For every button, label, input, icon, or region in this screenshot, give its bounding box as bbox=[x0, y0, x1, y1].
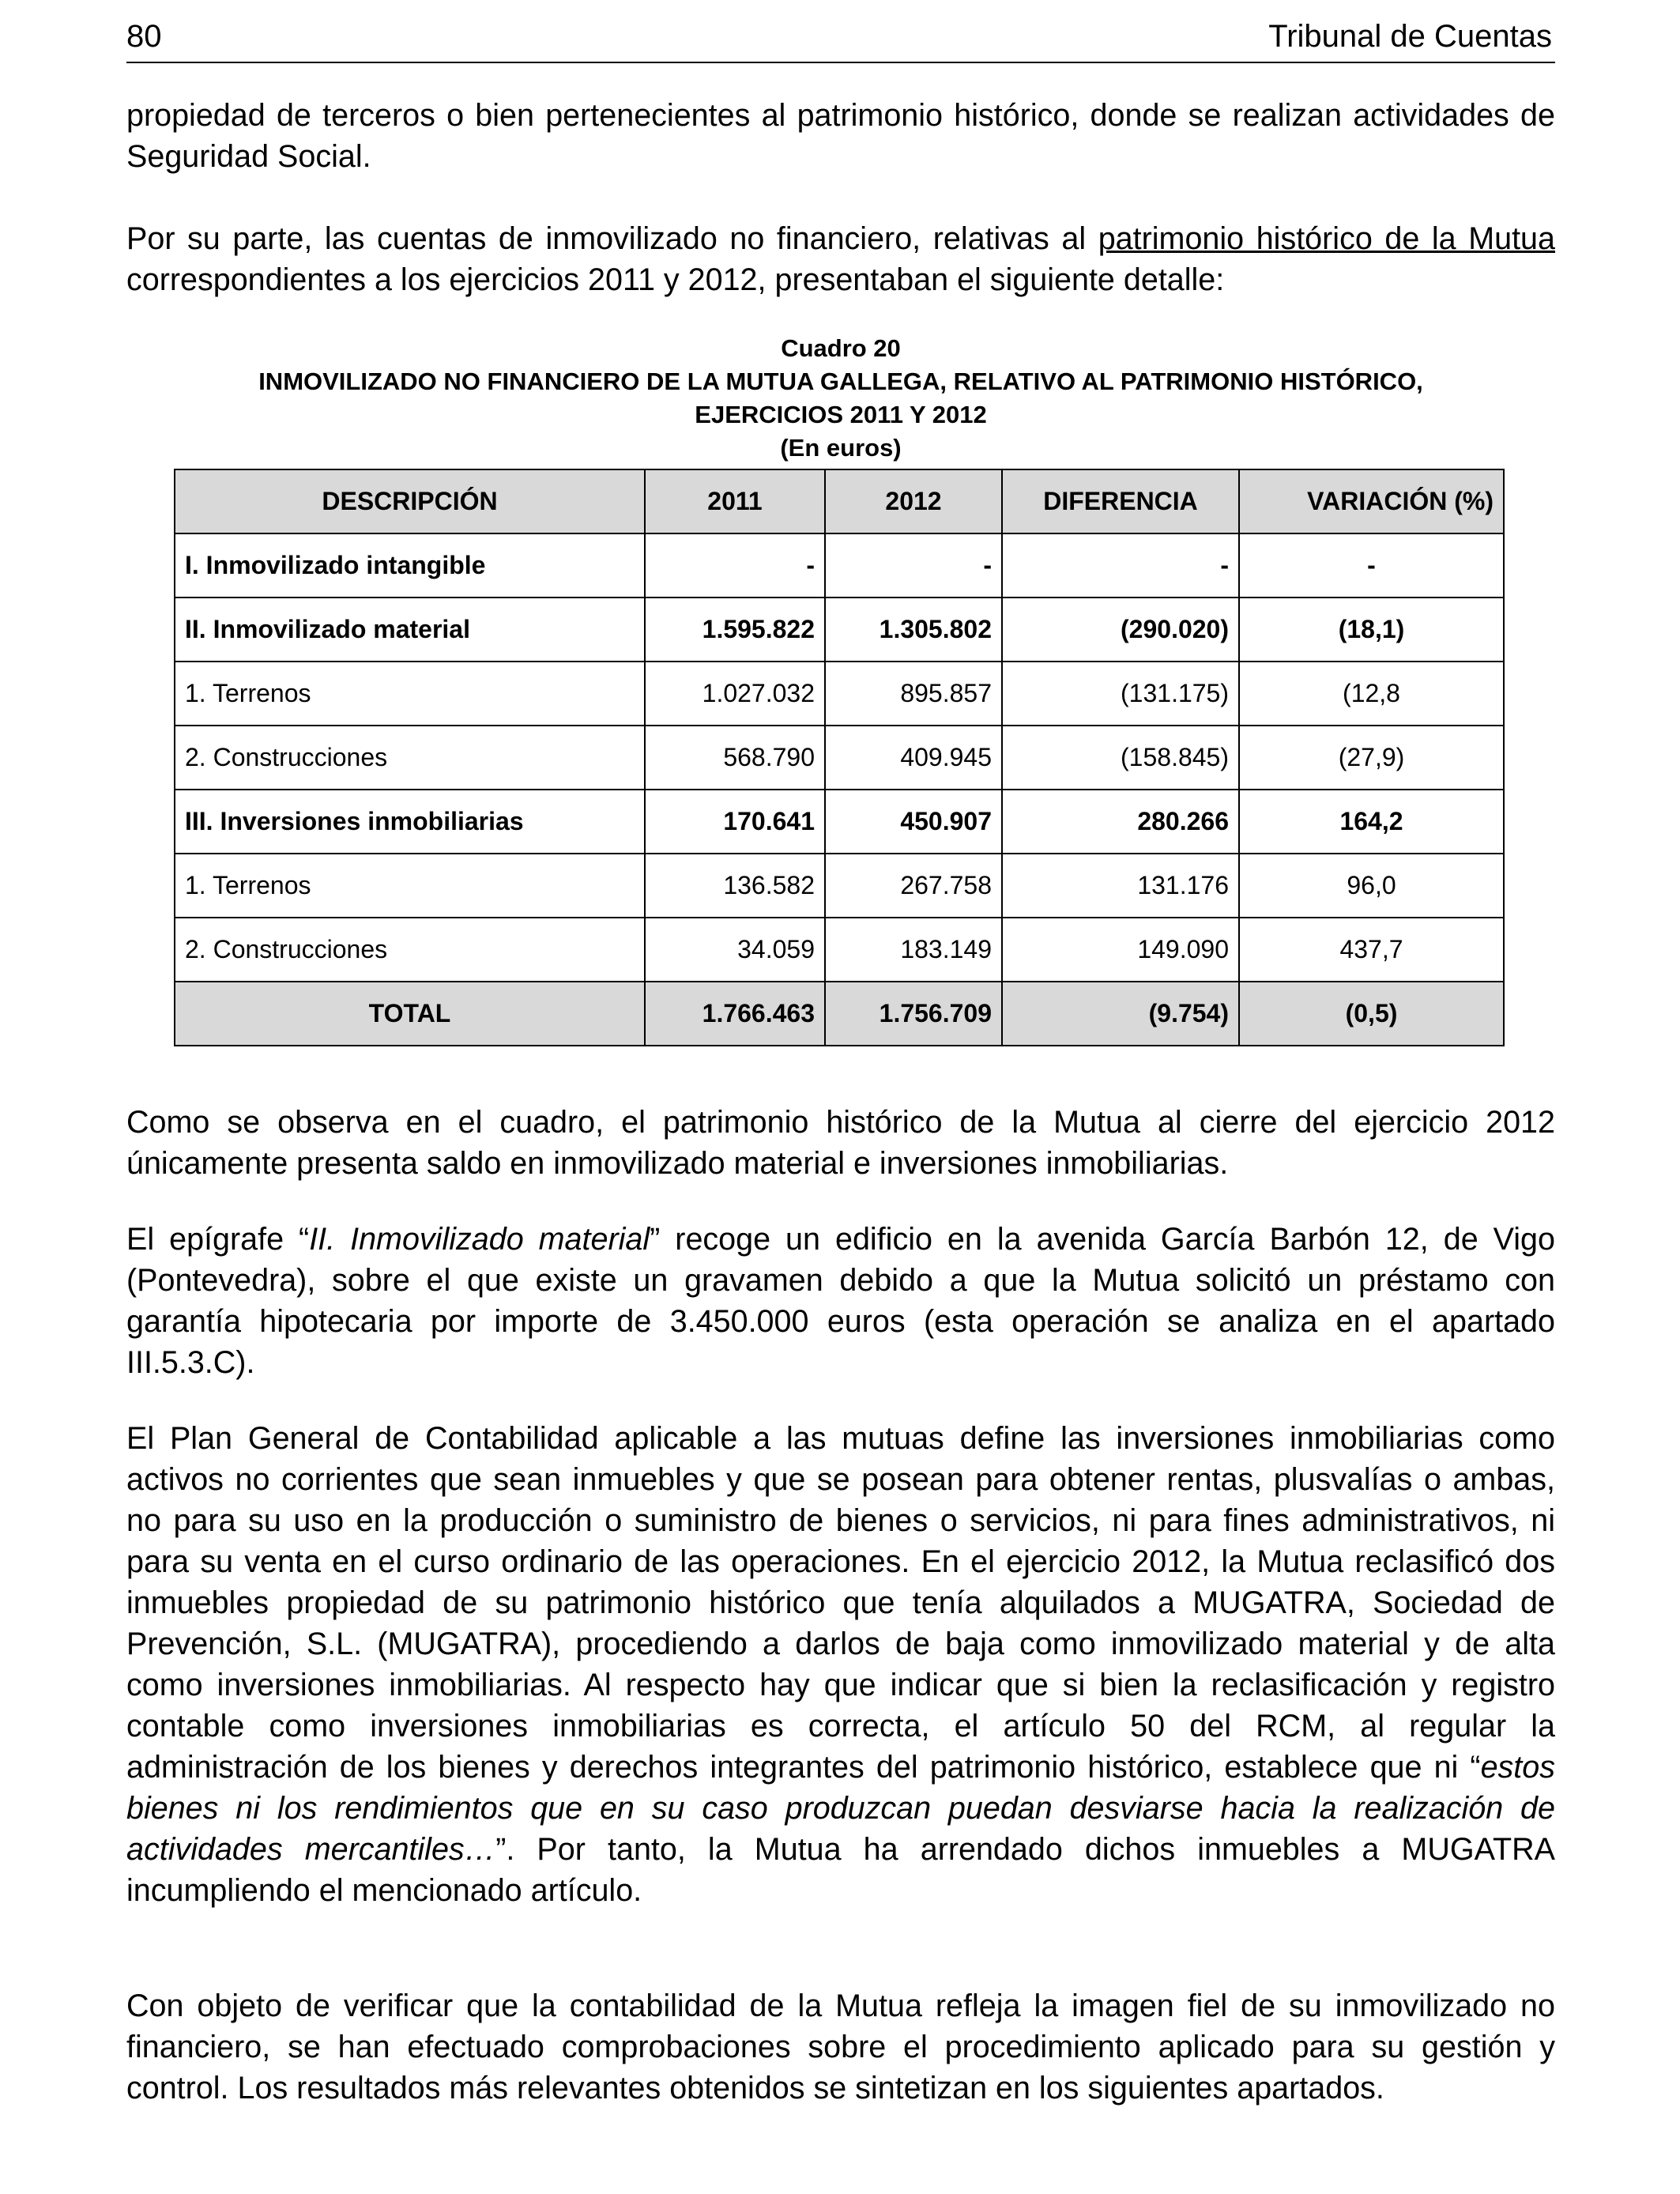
cell-descripcion: II. Inmovilizado material bbox=[175, 598, 645, 662]
running-title: Tribunal de Cuentas bbox=[1268, 19, 1552, 54]
cell-variacion: 437,7 bbox=[1239, 918, 1504, 982]
paragraph-plan-text-b: ”. Por tanto, la Mutua ha arrendado dichos inmuebles a MUGATRA incumpliendo el mencionado artículo. bbox=[126, 1832, 1555, 1908]
cell-variacion: (0,5) bbox=[1239, 982, 1504, 1046]
paragraph-plan-general bbox=[126, 1418, 1555, 1911]
cell-variacion: 164,2 bbox=[1239, 790, 1504, 854]
italic-reference: II. Inmovilizado material bbox=[309, 1222, 650, 1257]
col-header-descripcion: DESCRIPCIÓN bbox=[175, 469, 645, 533]
cell-diferencia: (131.175) bbox=[1002, 662, 1239, 726]
table-header-row bbox=[175, 469, 1504, 533]
table-total-row bbox=[175, 982, 1504, 1046]
cell-variacion: (12,8 bbox=[1239, 662, 1504, 726]
table-row bbox=[175, 598, 1504, 662]
cell-2012: 409.945 bbox=[825, 726, 1002, 790]
cell-descripcion: 1. Terrenos bbox=[175, 662, 645, 726]
cell-diferencia: 280.266 bbox=[1002, 790, 1239, 854]
underlined-phrase: patrimonio histórico de la Mutua bbox=[1098, 221, 1555, 256]
cell-2011: 34.059 bbox=[645, 918, 825, 982]
page-number: 80 bbox=[126, 19, 162, 54]
col-header-variacion: VARIACIÓN (%) bbox=[1239, 469, 1504, 533]
cell-2011: 136.582 bbox=[645, 854, 825, 918]
paragraph-epigrafe bbox=[126, 1219, 1555, 1383]
page-header bbox=[126, 14, 1555, 63]
paragraph-epigrafe-text-a: El epígrafe “ bbox=[126, 1222, 310, 1257]
cell-descripcion: I. Inmovilizado intangible bbox=[175, 533, 645, 598]
paragraph-epigrafe-text-b: ” recoge un edificio en la avenida García Barbón 12, de Vigo (Pontevedra), sobre el que existe un gravamen debido a que la Mutua solicitó un préstamo con garantía hipotecaria por importe de 3.450.000 euros (esta operación se analiza en el apartado III.5.3.C). bbox=[126, 1222, 1555, 1380]
cell-2011: 568.790 bbox=[645, 726, 825, 790]
cell-2012: 895.857 bbox=[825, 662, 1002, 726]
table-row bbox=[175, 790, 1504, 854]
cell-2012: 450.907 bbox=[825, 790, 1002, 854]
cell-descripcion: 1. Terrenos bbox=[175, 854, 645, 918]
cell-variacion: - bbox=[1239, 533, 1504, 598]
paragraph-observation: Como se observa en el cuadro, el patrimonio histórico de la Mutua al cierre del ejercicio 2012 únicamente presenta saldo en inmovilizado material e inversiones inmobiliarias. bbox=[126, 1105, 1555, 1181]
table-row bbox=[175, 918, 1504, 982]
cell-diferencia: - bbox=[1002, 533, 1239, 598]
cell-descripcion: 2. Construcciones bbox=[175, 726, 645, 790]
col-header-diferencia: DIFERENCIA bbox=[1002, 469, 1239, 533]
asset-table bbox=[174, 469, 1505, 1046]
cell-2011: 1.027.032 bbox=[645, 662, 825, 726]
cell-2012: 183.149 bbox=[825, 918, 1002, 982]
caption-number: Cuadro 20 bbox=[781, 334, 901, 362]
cell-2011: - bbox=[645, 533, 825, 598]
table-row bbox=[175, 662, 1504, 726]
cell-2012: 1.305.802 bbox=[825, 598, 1002, 662]
cell-diferencia: (290.020) bbox=[1002, 598, 1239, 662]
paragraph-intro-2 bbox=[126, 218, 1555, 300]
col-header-2012: 2012 bbox=[825, 469, 1002, 533]
caption-title: INMOVILIZADO NO FINANCIERO DE LA MUTUA GALLEGA, RELATIVO AL PATRIMONIO HISTÓRICO, bbox=[258, 368, 1423, 395]
paragraph-plan-text-a: El Plan General de Contabilidad aplicable a las mutuas define las inversiones inmobiliarias como activos no corrientes que sean inmuebles y que se posean para obtener rentas, plusvalías o ambas, no para su uso en la producción o suministro de bienes o servicios, ni para fines administrativos, ni para su venta en el curso ordinario de las operaciones. En el ejercicio 2012, la Mutua reclasificó dos inmuebles propiedad de su patrimonio histórico que tenía alquilados a MUGATRA, Sociedad de Prevención, S.L. (MUGATRA), procediendo a darlos de baja como inmovilizado material y de alta como inversiones inmobiliarias. Al respecto hay que indicar que si bien la reclasificación y registro contable como inversiones inmobiliarias es correcta, el artículo 50 del RCM, al regular la administración de los bienes y derechos integrantes del patrimonio histórico, establece que ni “ bbox=[126, 1421, 1555, 1785]
cell-2011: 1.595.822 bbox=[645, 598, 825, 662]
cell-diferencia: 131.176 bbox=[1002, 854, 1239, 918]
paragraph-intro-2-text-a: Por su parte, las cuentas de inmovilizado no financiero, relativas al bbox=[126, 221, 1098, 256]
cell-2012: 1.756.709 bbox=[825, 982, 1002, 1046]
cell-descripcion: III. Inversiones inmobiliarias bbox=[175, 790, 645, 854]
table-row bbox=[175, 854, 1504, 918]
caption-years: EJERCICIOS 2011 Y 2012 bbox=[695, 401, 987, 428]
cell-2011: 1.766.463 bbox=[645, 982, 825, 1046]
cell-2012: 267.758 bbox=[825, 854, 1002, 918]
cell-variacion: (18,1) bbox=[1239, 598, 1504, 662]
caption-units: (En euros) bbox=[780, 434, 902, 462]
cell-2012: - bbox=[825, 533, 1002, 598]
paragraph-verification: Con objeto de verificar que la contabilidad de la Mutua refleja la imagen fiel de su inmovilizado no financiero, se han efectuado comprobaciones sobre el procedimiento aplicado para su gestión y control. Los resultados más relevantes obtenidos se sintetizan en los siguientes apartados. bbox=[126, 1989, 1555, 2105]
cell-descripcion: 2. Construcciones bbox=[175, 918, 645, 982]
cell-variacion: 96,0 bbox=[1239, 854, 1504, 918]
cell-variacion: (27,9) bbox=[1239, 726, 1504, 790]
italic-quote: estos bienes ni los rendimientos que en su caso produzcan puedan desviarse hacia la realización de actividades mercantiles… bbox=[126, 1750, 1555, 1867]
cell-diferencia: (9.754) bbox=[1002, 982, 1239, 1046]
cell-diferencia: 149.090 bbox=[1002, 918, 1239, 982]
table-row bbox=[175, 533, 1504, 598]
col-header-2011: 2011 bbox=[645, 469, 825, 533]
paragraph-intro-2-text-b: correspondientes a los ejercicios 2011 y 2012, presentaban el siguiente detalle: bbox=[126, 262, 1225, 297]
paragraph-intro-1: propiedad de terceros o bien pertenecientes al patrimonio histórico, donde se realizan actividades de Seguridad Social. bbox=[126, 98, 1555, 174]
cell-2011: 170.641 bbox=[645, 790, 825, 854]
cell-total-label: TOTAL bbox=[175, 982, 645, 1046]
table-caption bbox=[126, 332, 1555, 465]
cell-diferencia: (158.845) bbox=[1002, 726, 1239, 790]
table-row bbox=[175, 726, 1504, 790]
